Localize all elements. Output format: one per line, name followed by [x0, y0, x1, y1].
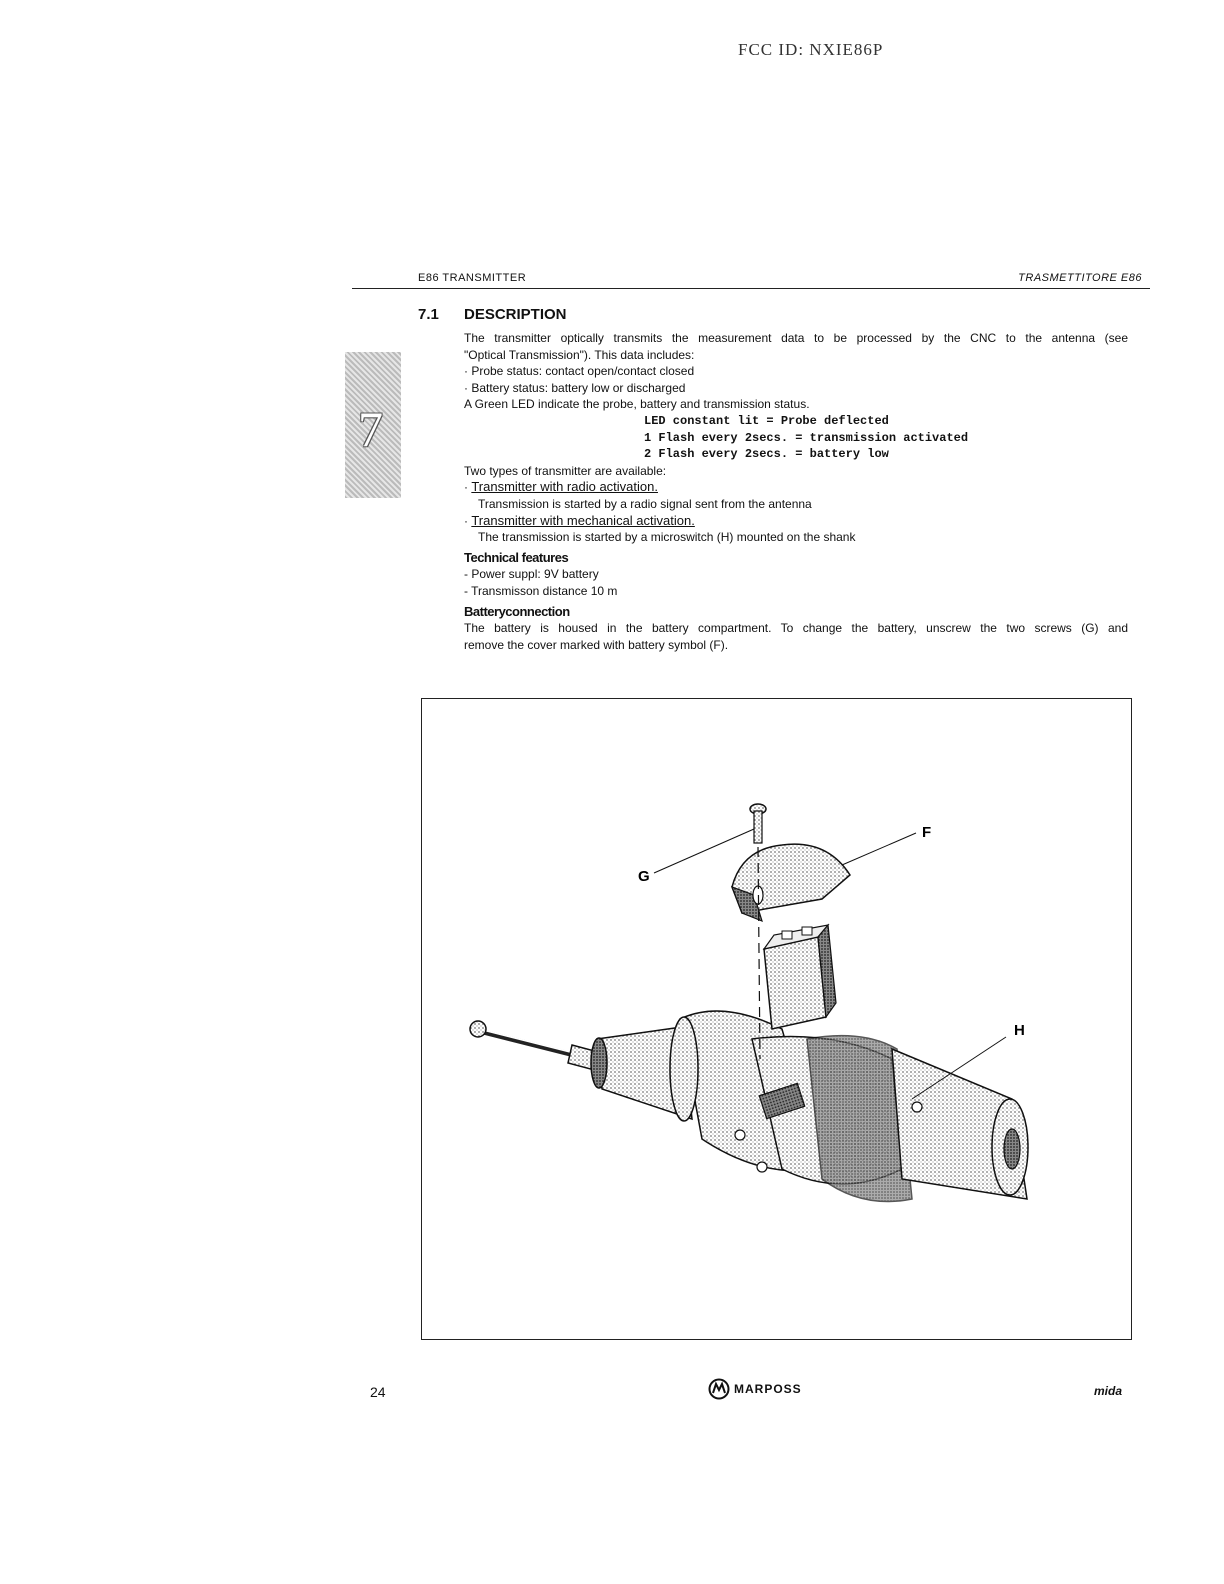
type-item: · Transmitter with mechanical activation. — [464, 512, 695, 528]
label-g: G — [638, 868, 650, 885]
brand-name: MARPOSS — [734, 1382, 802, 1396]
leader-g — [654, 829, 754, 873]
label-f: F — [922, 824, 932, 841]
technical-item: - Power suppl: 9V battery — [464, 567, 599, 582]
fcc-id: FCC ID: NXIE86P — [738, 40, 884, 59]
section-title: DESCRIPTION — [464, 306, 567, 323]
intro-line-1: The transmitter optically transmits the measurement data to be processed by the CNC to the antenna (see — [464, 331, 1128, 345]
type-name: Transmitter with mechanical activation. — [471, 512, 695, 528]
technical-item: - Transmisson distance 10 m — [464, 583, 618, 598]
types-intro: Two types of transmitter are available: — [464, 463, 667, 478]
marposs-logo-icon — [708, 1378, 730, 1400]
header-rule — [352, 288, 1150, 289]
data-item: · Battery status: battery low or discharged — [464, 380, 686, 395]
header-right: TRASMETTITORE E86 — [1018, 272, 1142, 284]
chapter-tab-number: 7 — [358, 401, 383, 457]
type-name: Transmitter with radio activation. — [471, 479, 658, 495]
description-body — [464, 330, 1128, 653]
battery-title: Batteryconnection — [464, 603, 570, 619]
technical-title: Technical features — [464, 549, 569, 565]
type-desc: The transmission is started by a microswitch (H) mounted on the shank — [478, 530, 856, 545]
type-item: · Transmitter with radio activation. — [464, 479, 658, 495]
led-text: A Green LED indicate the probe, battery and transmission status. — [464, 397, 810, 412]
led-code: 2 Flash every 2secs. = battery low — [644, 447, 889, 462]
footer-right: mida — [1094, 1384, 1123, 1398]
leader-f — [842, 833, 916, 865]
battery-icon — [764, 925, 836, 1029]
header-left: E86 TRANSMITTER — [418, 272, 527, 284]
screw-icon — [750, 804, 766, 843]
page-number: 24 — [370, 1384, 386, 1400]
intro-line-2: "Optical Transmission"). This data includes: — [464, 347, 695, 362]
transmitter-illustration — [422, 699, 1131, 1339]
data-item: · Probe status: contact open/contact closed — [464, 364, 695, 379]
battery-cover — [732, 844, 850, 921]
led-code: LED constant lit = Probe deflected — [644, 413, 889, 428]
probe-stylus — [470, 1021, 602, 1071]
led-code: 1 Flash every 2secs. = transmission activated — [644, 430, 969, 445]
section-number: 7.1 — [418, 306, 439, 323]
label-h: H — [1014, 1022, 1025, 1039]
transmitter-body — [591, 1011, 1028, 1202]
type-desc: Transmission is started by a radio signal sent from the antenna — [478, 496, 812, 511]
transmitter-figure — [421, 698, 1132, 1340]
brand-logo — [708, 1378, 802, 1400]
battery-line-2: remove the cover marked with battery symbol (F). — [464, 637, 729, 652]
battery-line-1: The battery is housed in the battery compartment. To change the battery, unscrew the two screws (G) and — [464, 621, 1128, 636]
